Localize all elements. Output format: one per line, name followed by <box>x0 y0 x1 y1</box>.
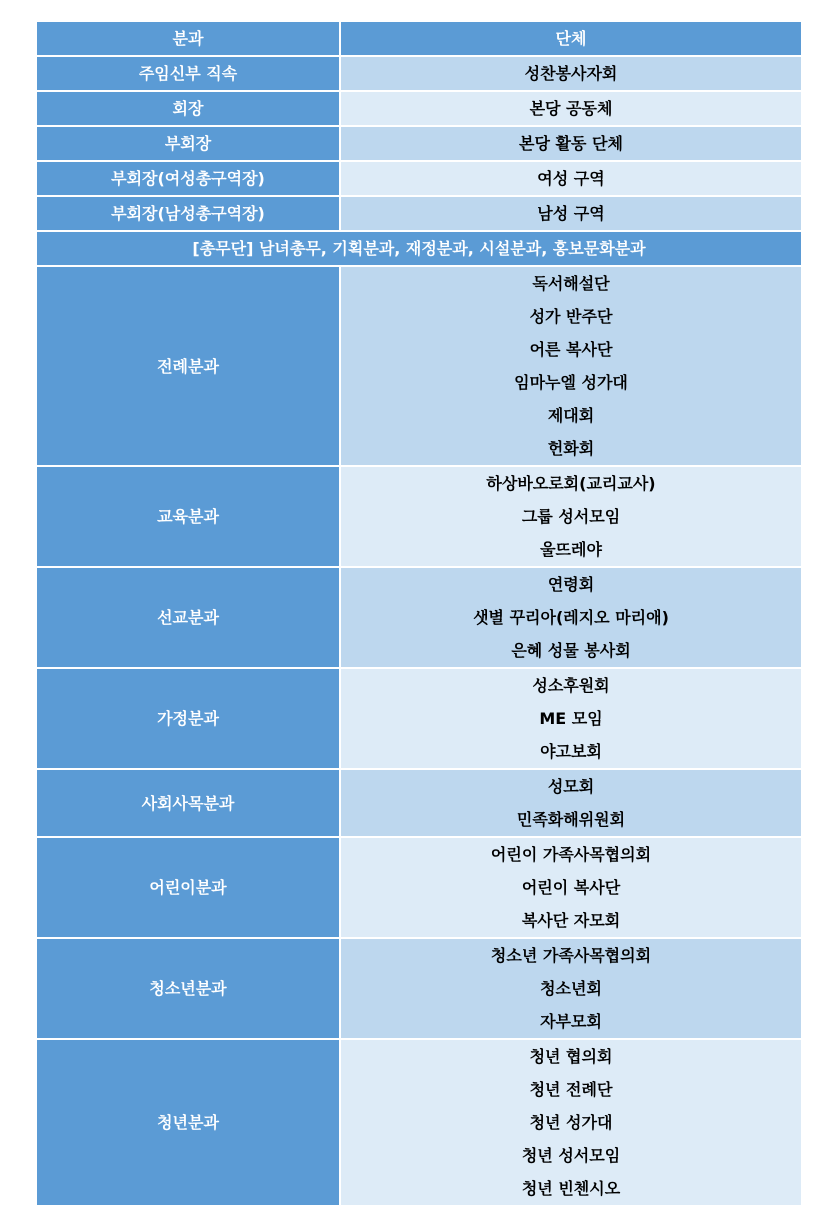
division-cell: 어린이분과 <box>36 837 340 938</box>
section-row <box>36 466 802 567</box>
division-cell: 선교분과 <box>36 567 340 668</box>
division-cell: 주임신부 직속 <box>36 56 340 91</box>
table-row <box>36 196 802 231</box>
group-list-cell <box>340 1039 802 1206</box>
group-item: 어른 복사단 <box>529 340 613 359</box>
group-cell: 본당 공동체 <box>340 91 802 126</box>
group-list-cell <box>340 466 802 567</box>
division-cell: 부회장(여성총구역장) <box>36 161 340 196</box>
organization-table <box>35 20 803 1207</box>
table-body <box>36 56 802 1206</box>
group-item: 샛별 꾸리아(레지오 마리애) <box>473 608 669 627</box>
general-affairs-cell: [총무단] 남녀총무, 기획분과, 재정분과, 시설분과, 홍보문화분과 <box>36 231 802 266</box>
group-item: 임마누엘 성가대 <box>514 373 628 392</box>
general-affairs-row <box>36 231 802 266</box>
group-item: 청소년 가족사목협의회 <box>490 946 652 965</box>
division-cell: 청년분과 <box>36 1039 340 1206</box>
section-row <box>36 837 802 938</box>
division-cell: 가정분과 <box>36 668 340 769</box>
section-row <box>36 938 802 1039</box>
division-cell: 부회장(남성총구역장) <box>36 196 340 231</box>
group-item: 민족화해위원회 <box>516 810 626 829</box>
group-list-cell <box>340 938 802 1039</box>
division-cell: 청소년분과 <box>36 938 340 1039</box>
group-cell: 성찬봉사자회 <box>340 56 802 91</box>
table-row <box>36 126 802 161</box>
group-list-cell <box>340 567 802 668</box>
table-row <box>36 161 802 196</box>
group-item: 은혜 성물 봉사회 <box>511 641 631 660</box>
group-item: 청소년회 <box>540 979 602 998</box>
group-item: 성가 반주단 <box>529 307 613 326</box>
group-item: 성소후원회 <box>532 676 610 695</box>
division-cell: 교육분과 <box>36 466 340 567</box>
section-row <box>36 1039 802 1206</box>
group-item: ME 모임 <box>539 709 603 728</box>
group-item: 제대회 <box>547 406 595 425</box>
group-item: 청년 전례단 <box>529 1080 613 1099</box>
section-row <box>36 769 802 837</box>
group-list-cell <box>340 769 802 837</box>
header-group: 단체 <box>340 21 802 56</box>
header-row <box>36 21 802 56</box>
division-cell: 사회사목분과 <box>36 769 340 837</box>
header-division: 분과 <box>36 21 340 56</box>
group-item: 청년 성서모임 <box>521 1146 621 1165</box>
division-cell: 부회장 <box>36 126 340 161</box>
group-item: 야고보회 <box>540 742 602 761</box>
group-item: 청년 협의회 <box>529 1047 613 1066</box>
group-cell: 남성 구역 <box>340 196 802 231</box>
group-list-cell <box>340 668 802 769</box>
group-list-cell <box>340 837 802 938</box>
group-item: 헌화회 <box>547 439 595 458</box>
group-item: 성모회 <box>547 777 595 796</box>
section-row <box>36 668 802 769</box>
group-cell: 본당 활동 단체 <box>340 126 802 161</box>
table-row <box>36 91 802 126</box>
group-item: 자부모회 <box>540 1012 602 1031</box>
group-item: 울뜨레야 <box>540 540 602 559</box>
group-item: 연령회 <box>547 575 595 594</box>
group-list-cell <box>340 266 802 466</box>
group-item: 하상바오로회(교리교사) <box>486 474 656 493</box>
group-item: 어린이 복사단 <box>521 878 621 897</box>
group-item: 그룹 성서모임 <box>521 507 621 526</box>
group-item: 어린이 가족사목협의회 <box>490 845 652 864</box>
section-row <box>36 567 802 668</box>
group-item: 복사단 자모회 <box>521 911 621 930</box>
group-item: 청년 빈첸시오 <box>521 1179 621 1198</box>
group-item: 청년 성가대 <box>529 1113 613 1132</box>
group-item: 독서해설단 <box>532 274 610 293</box>
group-cell: 여성 구역 <box>340 161 802 196</box>
table-row <box>36 56 802 91</box>
section-row <box>36 266 802 466</box>
division-cell: 전례분과 <box>36 266 340 466</box>
division-cell: 회장 <box>36 91 340 126</box>
